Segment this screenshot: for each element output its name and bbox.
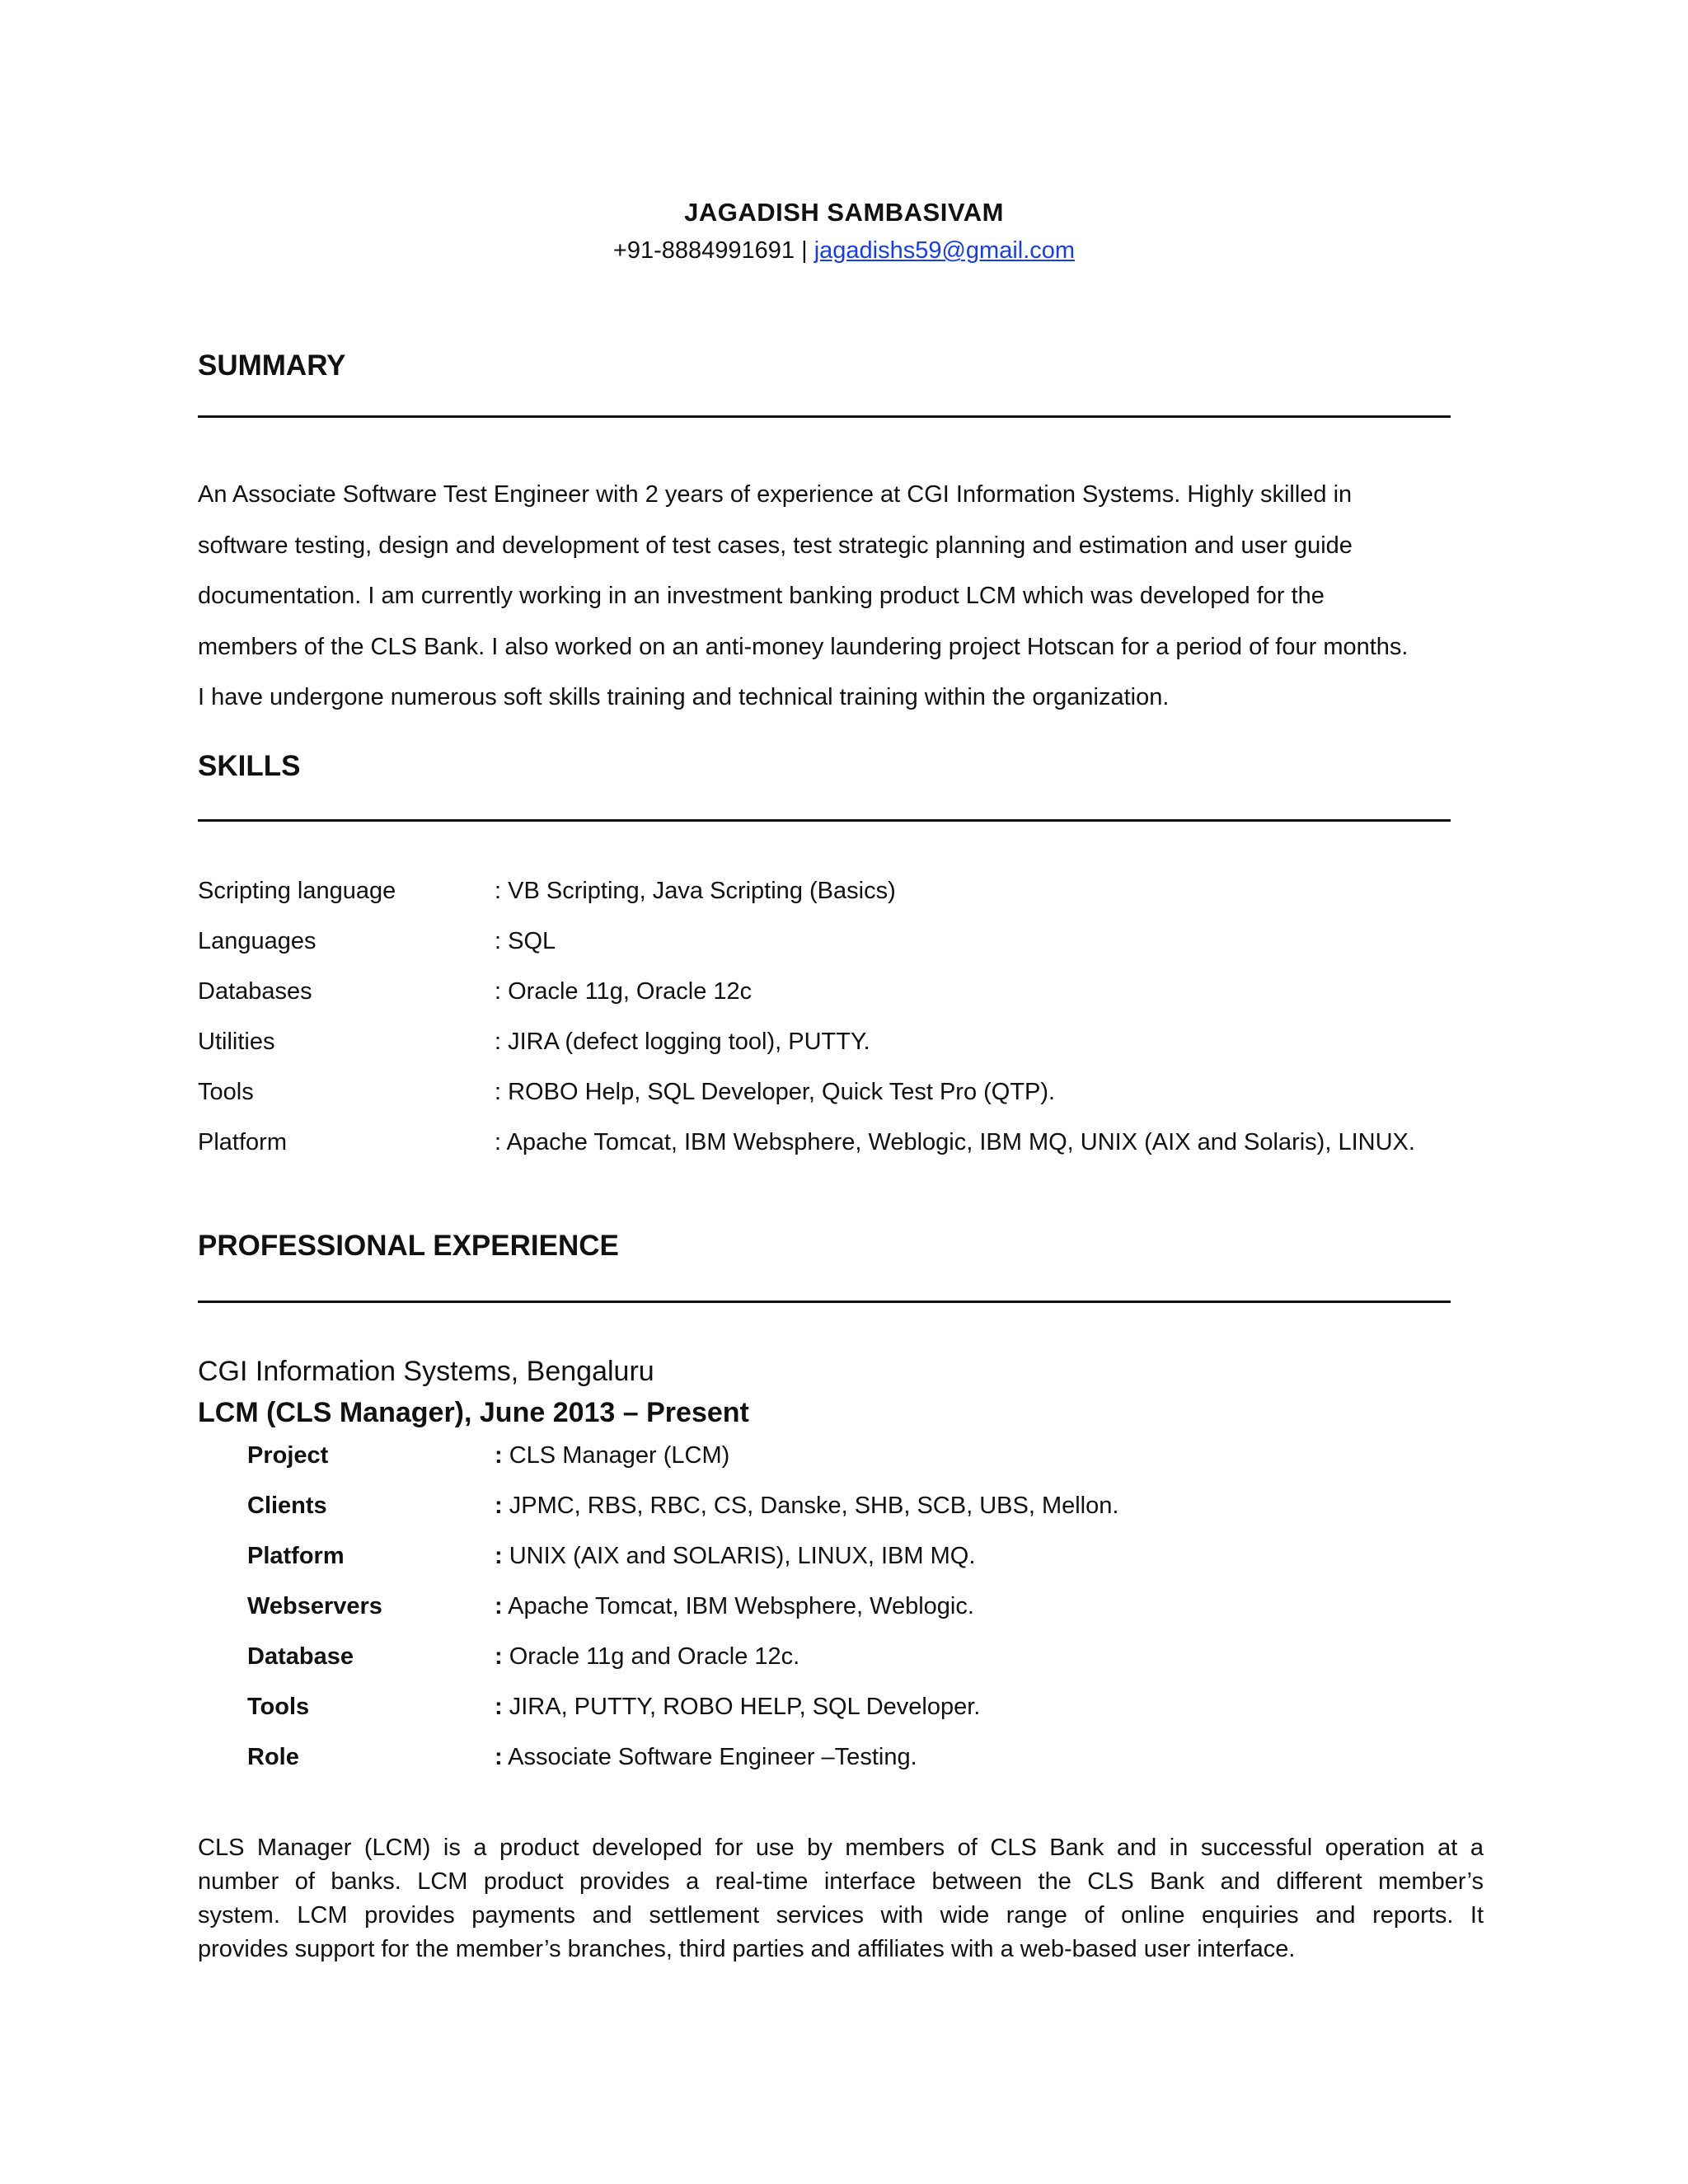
detail-label: Tools: [247, 1694, 310, 1720]
experience-heading: PROFESSIONAL EXPERIENCE: [198, 1230, 619, 1262]
detail-row: [247, 1694, 1118, 1744]
detail-colon: :: [495, 1442, 503, 1469]
detail-value-wrap: [495, 1744, 917, 1794]
project-description: [198, 1831, 1484, 1966]
skill-row: [198, 928, 1484, 978]
summary-line: I have undergone numerous soft skills training and technical training within the organization.: [198, 684, 1170, 710]
detail-value-wrap: [495, 1493, 1118, 1543]
detail-label: Role: [247, 1744, 299, 1770]
skill-label: Languages: [198, 928, 316, 954]
company-name: CGI Information Systems, Bengaluru: [198, 1356, 654, 1387]
detail-colon: :: [495, 1593, 503, 1619]
detail-colon: :: [495, 1543, 503, 1569]
summary-heading: SUMMARY: [198, 349, 346, 382]
detail-value: Associate Software Engineer –Testing.: [502, 1744, 917, 1770]
detail-value-wrap: [495, 1694, 980, 1744]
detail-label: Webservers: [247, 1593, 382, 1619]
detail-row: [247, 1593, 1118, 1643]
summary-divider: [198, 415, 1451, 418]
skill-row: [198, 1029, 1484, 1079]
detail-colon: :: [495, 1744, 503, 1770]
skills-heading: SKILLS: [198, 750, 301, 782]
skill-value: : Oracle 11g, Oracle 12c: [495, 978, 753, 1005]
detail-row: [247, 1493, 1118, 1543]
skill-label: Utilities: [198, 1029, 275, 1055]
detail-row: [247, 1744, 1118, 1794]
job-title: LCM (CLS Manager), June 2013 – Present: [198, 1397, 749, 1428]
detail-label: Database: [247, 1643, 354, 1670]
contact-separator: |: [795, 237, 814, 264]
detail-value: Apache Tomcat, IBM Websphere, Weblogic.: [502, 1593, 974, 1619]
skill-value: : ROBO Help, SQL Developer, Quick Test Pro (QTP).: [495, 1079, 1056, 1105]
skill-value: : VB Scripting, Java Scripting (Basics): [495, 878, 896, 904]
skills-divider: [198, 819, 1451, 822]
detail-row: [247, 1643, 1118, 1694]
detail-label: Clients: [247, 1493, 327, 1519]
contact-line: [0, 237, 1688, 265]
skill-row: [198, 1079, 1484, 1129]
skill-row: [198, 978, 1484, 1029]
detail-colon: :: [495, 1643, 503, 1670]
description-line: CLS Manager (LCM) is a product developed for use by members of CLS Bank and in successful operation at a: [198, 1835, 1484, 1861]
email-link[interactable]: jagadishs59@gmail.com: [814, 237, 1076, 264]
skill-value: : JIRA (defect logging tool), PUTTY.: [495, 1029, 870, 1055]
summary-line: software testing, design and development of test cases, test strategic planning and estimation and user guide: [198, 532, 1353, 559]
skill-value: : Apache Tomcat, IBM Websphere, Weblogic, IBM MQ, UNIX (AIX and Solaris), LINUX.: [495, 1129, 1415, 1155]
skill-value: : SQL: [495, 928, 556, 954]
detail-label: Platform: [247, 1543, 345, 1569]
skills-list: [198, 878, 1484, 1179]
detail-value: JPMC, RBS, RBC, CS, Danske, SHB, SCB, UBS, Mellon.: [502, 1493, 1119, 1519]
detail-value: UNIX (AIX and SOLARIS), LINUX, IBM MQ.: [502, 1543, 976, 1569]
candidate-name: JAGADISH SAMBASIVAM: [684, 198, 1004, 227]
skill-row: [198, 1129, 1484, 1179]
detail-value-wrap: [495, 1643, 799, 1694]
phone-number: +91-8884991691: [612, 237, 795, 264]
detail-value-wrap: [495, 1442, 729, 1493]
detail-value: JIRA, PUTTY, ROBO HELP, SQL Developer.: [502, 1694, 981, 1720]
detail-label: Project: [247, 1442, 329, 1469]
detail-value-wrap: [495, 1593, 974, 1643]
description-line: number of banks. LCM product provides a real-time interface between the CLS Bank and different member’s: [198, 1868, 1484, 1895]
detail-value-wrap: [495, 1543, 975, 1593]
project-details: [247, 1442, 1118, 1794]
skill-row: [198, 878, 1484, 928]
summary-line: documentation. I am currently working in an investment banking product LCM which was developed for the: [198, 583, 1325, 609]
description-line: system. LCM provides payments and settlement services with wide range of online enquiries and reports. It: [198, 1902, 1484, 1929]
skill-label: Scripting language: [198, 878, 396, 904]
detail-row: [247, 1543, 1118, 1593]
detail-value: CLS Manager (LCM): [502, 1442, 730, 1469]
detail-value: Oracle 11g and Oracle 12c.: [502, 1643, 800, 1670]
skill-label: Databases: [198, 978, 312, 1005]
experience-divider: [198, 1301, 1451, 1303]
summary-line: members of the CLS Bank. I also worked on an anti-money laundering project Hotscan for a period of four months.: [198, 633, 1409, 660]
skill-label: Platform: [198, 1129, 287, 1155]
summary-line: An Associate Software Test Engineer with 2 years of experience at CGI Information Systems. Highly skilled in: [198, 481, 1353, 508]
detail-row: [247, 1442, 1118, 1493]
summary-text: [198, 470, 1484, 724]
detail-colon: :: [495, 1493, 503, 1519]
description-line: provides support for the member’s branches, third parties and affiliates with a web-based user interface.: [198, 1936, 1296, 1962]
detail-colon: :: [495, 1694, 503, 1720]
skill-label: Tools: [198, 1079, 254, 1105]
